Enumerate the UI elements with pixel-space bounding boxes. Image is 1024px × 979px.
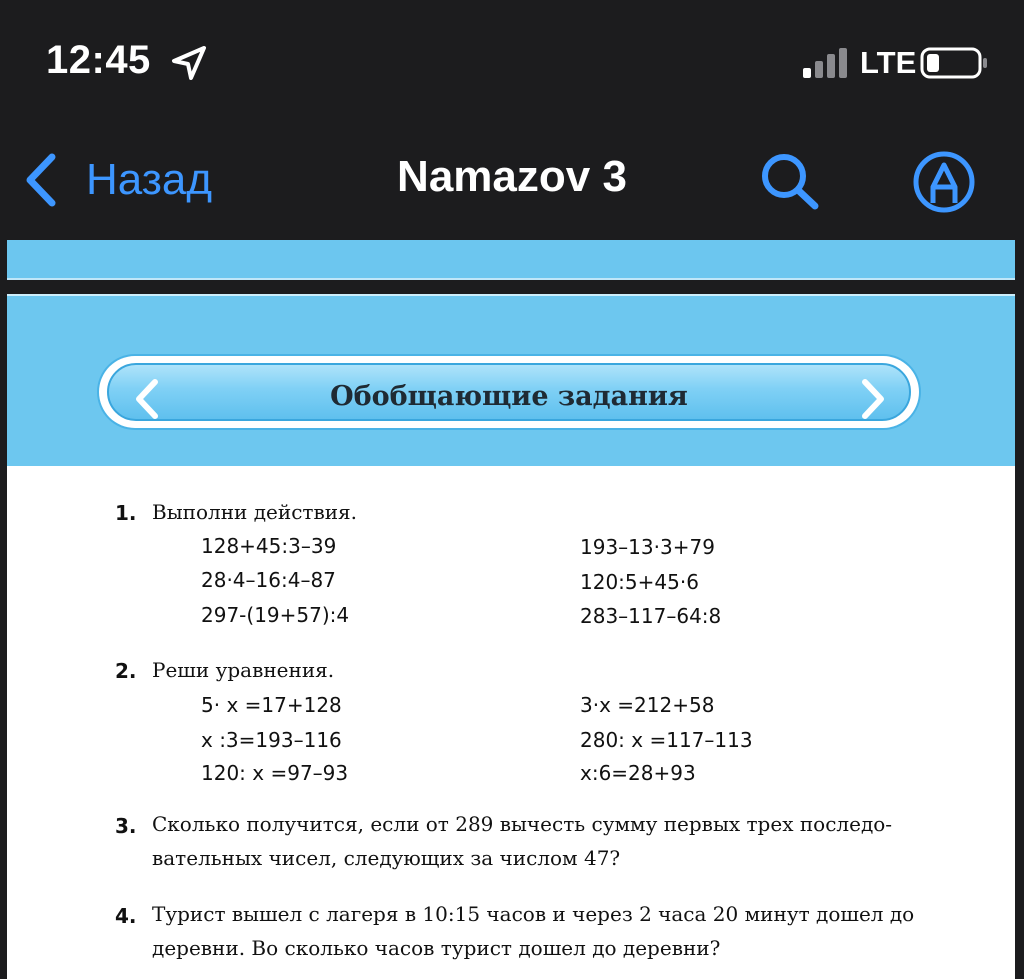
expression: 128+45:3–39 [201,534,337,558]
task-text-line: Турист вышел с лагеря в 10:15 часов и через 2 часа 20 минут дошел до [152,902,915,926]
previous-page-edge [7,240,1015,280]
status-time: 12:45 [46,38,151,82]
network-type: LTE [860,45,917,80]
equation: x :3=193–116 [201,728,342,752]
expression: 120:5+45·6 [580,570,699,594]
expression: 193–13·3+79 [580,535,715,559]
location-arrow-icon [170,44,208,82]
cellular-signal-icon [803,48,851,78]
document-page[interactable] [7,294,1015,979]
task-text-line: Сколько получится, если от 289 вычесть сумму первых трех последо- [152,812,893,836]
back-label: Назад [86,155,213,204]
page-content [7,294,1015,979]
task-number: 1. [115,501,137,525]
equation: x:6=28+93 [580,761,696,785]
status-bar [0,0,1024,125]
search-icon[interactable] [757,150,823,212]
equation: 120: x =97–93 [201,761,349,785]
task-text-line: деревни. Во сколько часов турист дошел до деревни? [152,936,721,960]
task-number: 4. [115,904,137,928]
section-title: Обобщающие задания [330,381,688,412]
equation: 5· x =17+128 [201,693,342,717]
markup-pen-icon[interactable] [911,149,977,215]
equation: 280: x =117–113 [580,728,753,752]
expression: 283–117–64:8 [580,604,722,628]
expression: 297-(19+57):4 [201,603,350,627]
equation: 3·x =212+58 [580,693,715,717]
task-heading: Реши уравнения. [152,658,335,682]
battery-icon [920,46,988,80]
navigation-bar [0,125,1024,240]
task-number: 2. [115,659,137,683]
task-heading: Выполни действия. [152,500,358,524]
task-number: 3. [115,814,137,838]
document-title: Namazov 3 [397,152,627,201]
expression: 28·4–16:4–87 [201,568,336,592]
task-text-line: вательных чисел, следующих за числом 47? [152,846,621,870]
